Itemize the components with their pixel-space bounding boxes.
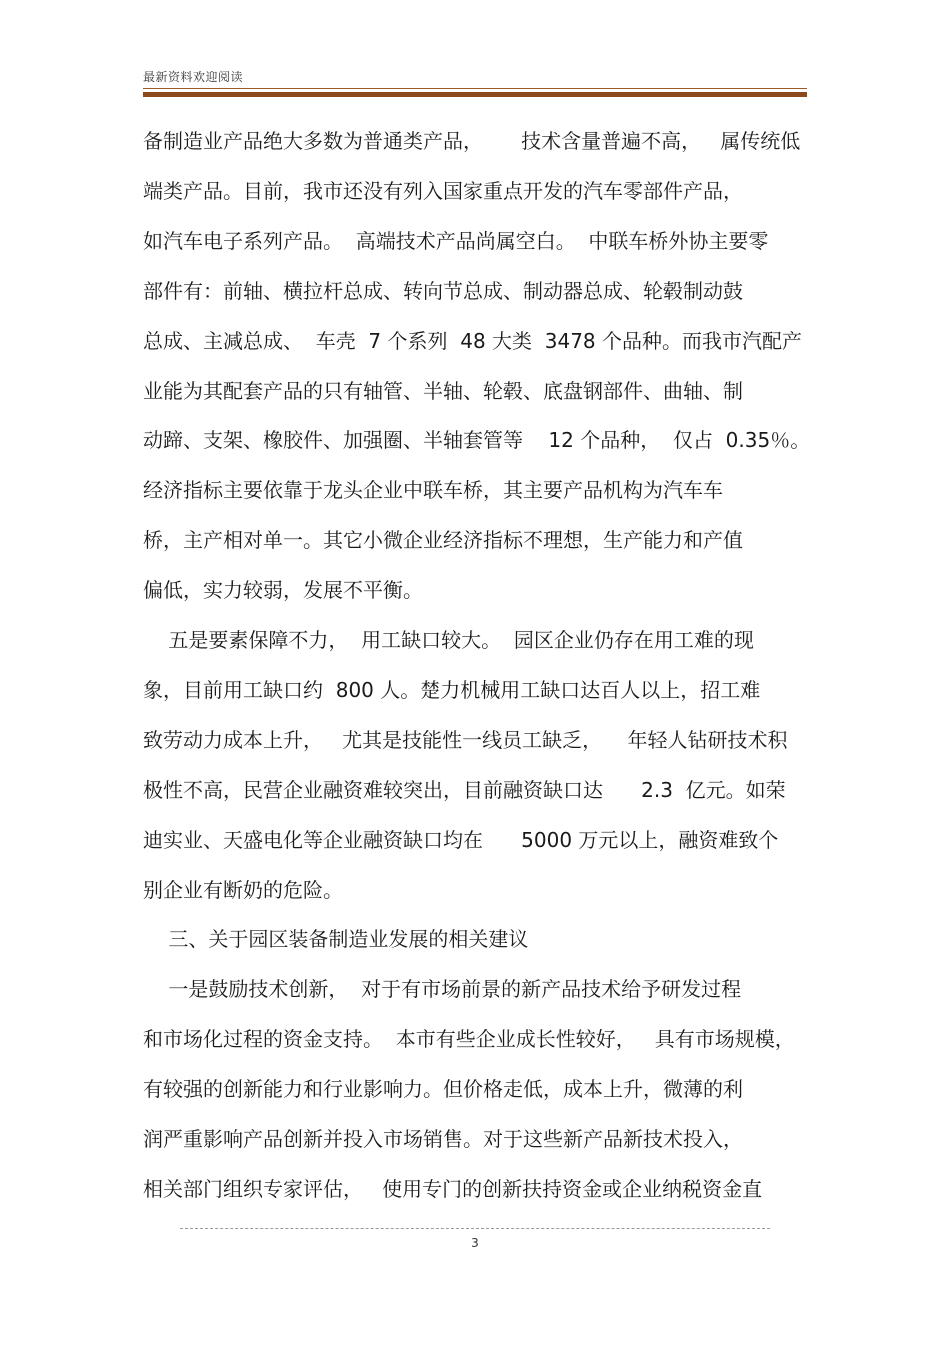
body-line: 和市场化过程的资金支持。 本市有些企业成长性较好， 具有市场规模， [143, 1027, 795, 1051]
body-line: 极性不高，民营企业融资难较突出，目前融资缺口达 2.3 亿元。如荣 [143, 778, 786, 802]
body-line: 相关部门组织专家评估， 使用专门的创新扶持资金或企业纳税资金直 [143, 1177, 763, 1201]
header-divider-thick [143, 92, 807, 97]
body-line: 总成、主减总成、 车壳 7 个系列 48 大类 3478 个品种。而我市汽配产 [143, 329, 803, 353]
body-line: 偏低，实力较弱，发展不平衡。 [143, 578, 423, 602]
body-line: 象，目前用工缺口约 800 人。楚力机械用工缺口达百人以上，招工难 [143, 678, 761, 702]
header-divider-thin [143, 88, 807, 89]
body-line: 迪实业、天盛电化等企业融资缺口均在 5000 万元以上，融资难致个 [143, 828, 779, 852]
body-line: 如汽车电子系列产品。 高端技术产品尚属空白。 中联车桥外协主要零 [143, 229, 769, 253]
body-line: 有较强的创新能力和行业影响力。但价格走低，成本上升，微薄的利 [143, 1077, 743, 1101]
body-line: 五是要素保障不力， 用工缺口较大。 园区企业仍存在用工难的现 [143, 628, 754, 652]
body-line: 备制造业产品绝大多数为普通类产品， 技术含量普遍不高， 属传统低 [143, 129, 801, 153]
body-line: 一是鼓励技术创新， 对于有市场前景的新产品技术给予研发过程 [143, 977, 742, 1001]
body-line: 业能为其配套产品的只有轴管、半轴、轮毂、底盘钢部件、曲轴、制 [143, 379, 743, 403]
body-line: 部件有：前轴、横拉杆总成、转向节总成、制动器总成、轮毂制动鼓 [143, 279, 743, 303]
page-number: 3 [471, 1236, 479, 1250]
page-header: 最新资料欢迎阅读 [143, 70, 244, 84]
body-line: 别企业有断奶的危险。 [143, 878, 343, 902]
body-line: 经济指标主要依靠于龙头企业中联车桥，其主要产品机构为汽车车 [143, 478, 723, 502]
body-line: 润严重影响产品创新并投入市场销售。对于这些新产品新技术投入， [143, 1127, 743, 1151]
body-line: 桥，主产相对单一。其它小微企业经济指标不理想，生产能力和产值 [143, 528, 743, 552]
body-line: 三、关于园区装备制造业发展的相关建议 [143, 927, 529, 951]
body-line: 致劳动力成本上升， 尤其是技能性一线员工缺乏， 年轻人钻研技术积 [143, 728, 788, 752]
footer-divider [180, 1228, 770, 1229]
body-line: 端类产品。目前，我市还没有列入国家重点开发的汽车零部件产品， [143, 179, 743, 203]
body-line: 动蹄、支架、橡胶件、加强圈、半轴套管等 12 个品种， 仅占 0.35％。 [143, 428, 811, 452]
